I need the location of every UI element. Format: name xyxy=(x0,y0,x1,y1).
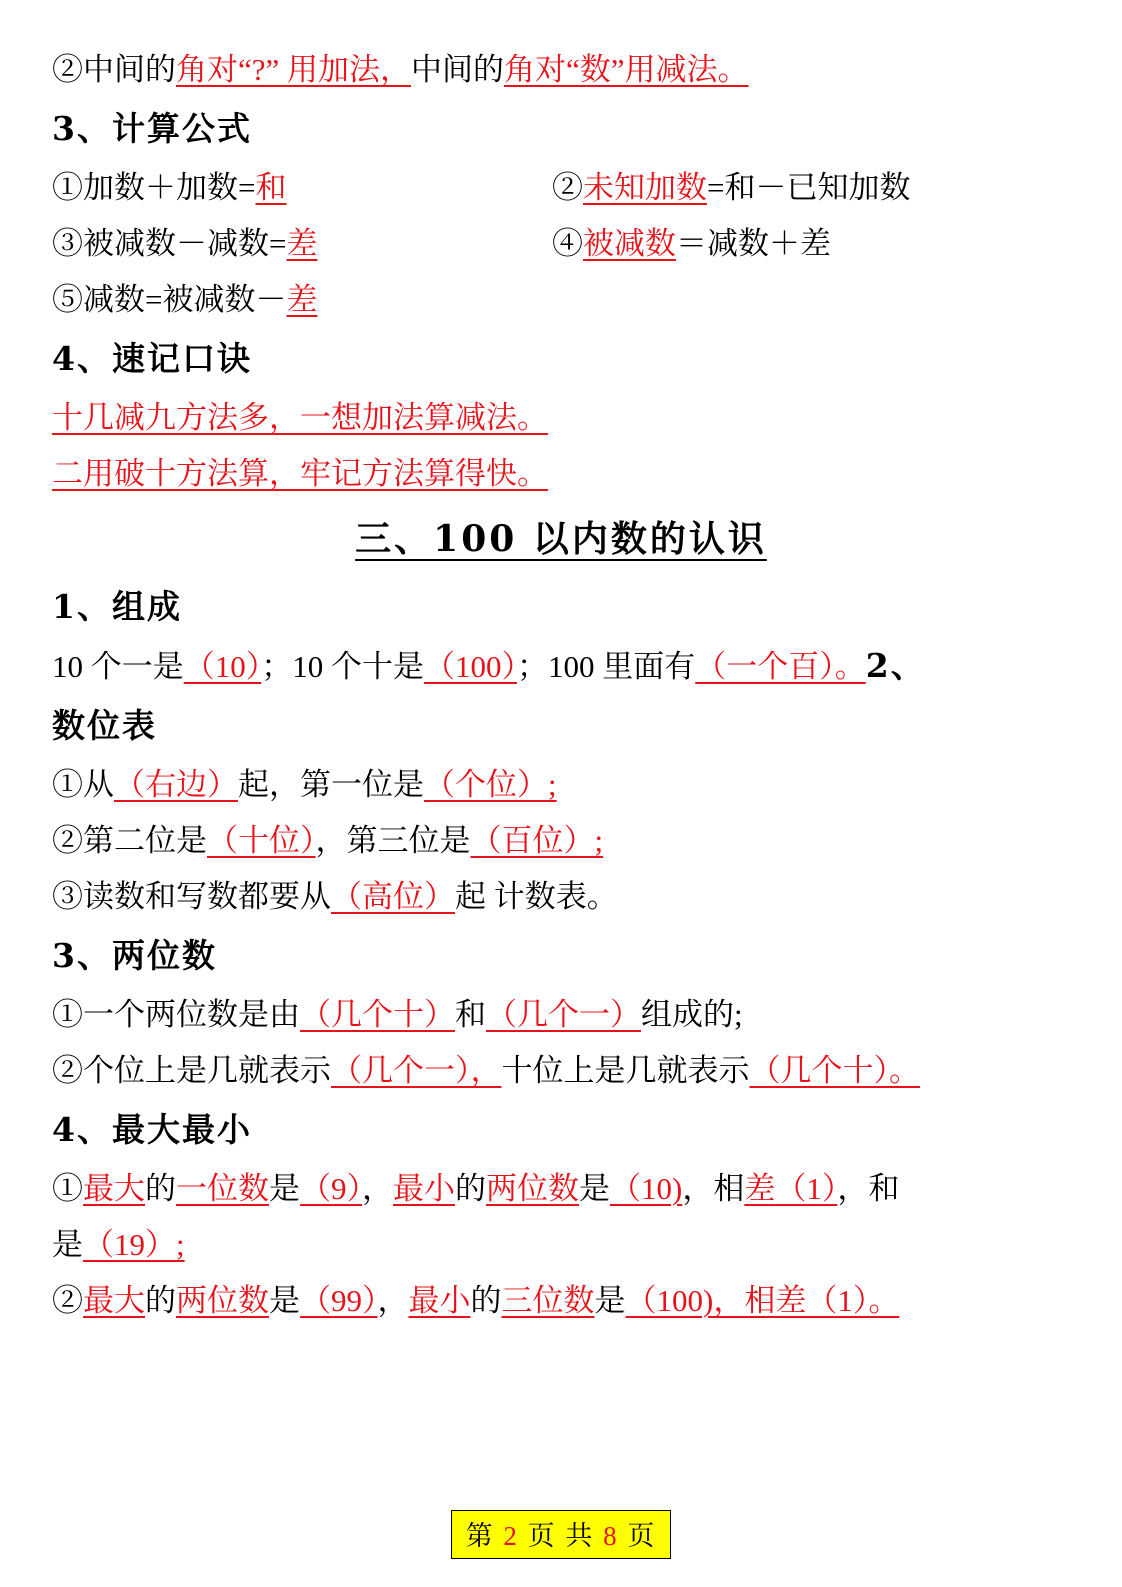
max-min-line-1b xyxy=(52,1217,1070,1273)
two-digit-1-c: 组成的; xyxy=(641,997,743,1032)
mm1-de1: 的 xyxy=(145,1171,176,1206)
mnemonic-line-2: 二用破十方法算，牢记方法算得快。 xyxy=(52,456,548,491)
heading-digit-table-prefix: 2、 xyxy=(865,646,926,685)
mm2-answer-2: （100)，相差（1）。 xyxy=(625,1283,900,1318)
mm2-marker: ② xyxy=(52,1283,83,1318)
formula-2-text: =和－已知加数 xyxy=(707,170,911,205)
formula-row-3 xyxy=(52,272,1070,328)
note-red-1: 角对“?” 用加法， xyxy=(176,52,412,87)
mm1-answer-1: （9） xyxy=(300,1171,362,1206)
formula-5-text: ⑤减数=被减数－ xyxy=(52,282,287,317)
digit-line-1 xyxy=(52,757,1070,813)
chapter-title-text: 三、100 以内数的认识 xyxy=(355,518,767,560)
mm1-two-digit: 两位数 xyxy=(486,1171,579,1206)
footer-page-number: 2 xyxy=(503,1521,519,1551)
two-digit-2-answer-1: （几个一）， xyxy=(331,1053,502,1088)
mm1-sum-label: ，和 xyxy=(837,1171,900,1206)
mm2-min: 最小 xyxy=(408,1283,471,1318)
mm1-comma: ， xyxy=(362,1171,393,1206)
formula-2 xyxy=(552,160,1070,216)
note-mid: 中间的 xyxy=(411,52,505,87)
formula-2-answer: 未知加数 xyxy=(583,170,707,205)
mm1-is3: 是 xyxy=(52,1227,83,1262)
mm2-is1: 是 xyxy=(269,1283,300,1318)
mm2-comma: ， xyxy=(377,1283,409,1318)
composition-c: ；100 里面有 xyxy=(517,649,696,684)
two-digit-line-1 xyxy=(52,987,1070,1043)
formula-3-answer: 差 xyxy=(286,226,318,261)
mm1-is1: 是 xyxy=(269,1171,300,1206)
mm1-diff-word: 差 xyxy=(744,1171,776,1206)
formula-4-answer: 被减数 xyxy=(583,226,676,261)
two-digit-1-a: ①一个两位数是由 xyxy=(52,997,300,1032)
mm1-diff-label: ，相 xyxy=(682,1171,745,1206)
mm1-answer-3: （1） xyxy=(775,1171,838,1206)
formula-3-text: ③被减数－减数= xyxy=(52,226,287,261)
two-digit-1-answer-1: （几个十） xyxy=(300,997,455,1032)
mm2-answer-1: （99） xyxy=(300,1283,378,1318)
mm2-is2: 是 xyxy=(594,1283,626,1318)
mm2-three-digit: 三位数 xyxy=(501,1283,595,1318)
mm2-de2: 的 xyxy=(470,1283,502,1318)
formula-1 xyxy=(52,160,552,216)
digit-2-a: ②第二位是 xyxy=(52,823,207,858)
formula-4-marker: ④ xyxy=(552,226,583,261)
composition-answer-1: （10） xyxy=(183,649,262,684)
footer-middle: 页 共 xyxy=(527,1521,595,1551)
mm1-answer-2: （10) xyxy=(610,1171,683,1206)
heading-digit-table: 数位表 xyxy=(52,706,157,745)
formula-4-text: ＝减数＋差 xyxy=(676,226,831,261)
mm1-marker: ① xyxy=(52,1171,83,1206)
digit-1-b: 起，第一位是 xyxy=(238,767,424,802)
formula-row-2 xyxy=(52,216,1070,272)
mnemonic-line-1: 十几减九方法多，一想加法算减法。 xyxy=(52,400,548,435)
digit-line-3 xyxy=(52,869,1070,925)
heading-formulas: 3、计算公式 xyxy=(52,109,252,148)
digit-1-answer-2: （个位）; xyxy=(424,767,557,802)
composition-answer-3: （一个百）。 xyxy=(695,649,866,684)
composition-answer-2: （100） xyxy=(424,649,517,684)
digit-3-b: 起 计数表。 xyxy=(455,879,618,914)
digit-2-b: ，第三位是 xyxy=(315,823,471,858)
mm1-max: 最大 xyxy=(83,1171,145,1206)
heading-two-digit: 3、两位数 xyxy=(52,936,217,975)
digit-1-answer-1: （右边） xyxy=(114,767,238,802)
mm1-answer-4: （19）; xyxy=(83,1227,185,1262)
page-footer xyxy=(0,1510,1122,1559)
two-digit-1-b: 和 xyxy=(455,997,486,1032)
note-line-2 xyxy=(52,42,1070,98)
two-digit-2-answer-2: （几个十）。 xyxy=(749,1053,920,1088)
two-digit-2-a: ②个位上是几就表示 xyxy=(52,1053,331,1088)
chapter-title xyxy=(52,502,1070,576)
digit-2-answer-2: （百位）; xyxy=(470,823,604,858)
footer-total-pages: 8 xyxy=(603,1521,619,1551)
mm1-one-digit: 一位数 xyxy=(176,1171,269,1206)
mm2-de1: 的 xyxy=(145,1283,176,1318)
mm2-two-digit: 两位数 xyxy=(176,1283,269,1318)
heading-composition: 1、组成 xyxy=(52,587,182,626)
note-red-2: 角对“数”用减法。 xyxy=(504,52,749,87)
two-digit-2-b: 十位上是几就表示 xyxy=(501,1053,750,1088)
composition-line xyxy=(52,638,1070,695)
formula-3 xyxy=(52,216,552,272)
formula-1-answer: 和 xyxy=(255,170,287,205)
mm1-de2: 的 xyxy=(455,1171,486,1206)
heading-max-min: 4、最大最小 xyxy=(52,1110,252,1149)
mm1-min: 最小 xyxy=(393,1171,455,1206)
max-min-line-1 xyxy=(52,1161,1070,1217)
page-number-box xyxy=(451,1510,672,1559)
composition-b: ；10 个十是 xyxy=(261,649,424,684)
formula-4 xyxy=(552,216,1070,272)
formula-2-marker: ② xyxy=(552,170,583,205)
footer-prefix: 第 xyxy=(465,1521,495,1551)
two-digit-1-answer-2: （几个一） xyxy=(486,997,641,1032)
max-min-line-2 xyxy=(52,1273,1070,1329)
digit-3-a: ③读数和写数都要从 xyxy=(52,879,331,914)
footer-suffix: 页 xyxy=(627,1521,657,1551)
note-prefix: ②中间的 xyxy=(52,52,176,87)
digit-1-a: ①从 xyxy=(52,767,114,802)
formula-row-1 xyxy=(52,160,1070,216)
formula-1-text: ①加数＋加数= xyxy=(52,170,256,205)
composition-a: 10 个一是 xyxy=(52,649,184,684)
heading-mnemonics: 4、速记口诀 xyxy=(52,339,252,378)
digit-3-answer: （高位） xyxy=(331,879,455,914)
mm2-max: 最大 xyxy=(83,1283,145,1318)
formula-5-answer: 差 xyxy=(286,282,318,317)
mm1-is2: 是 xyxy=(579,1171,610,1206)
digit-2-answer-1: （十位） xyxy=(207,823,316,858)
two-digit-line-2 xyxy=(52,1043,1070,1099)
digit-line-2 xyxy=(52,813,1070,869)
